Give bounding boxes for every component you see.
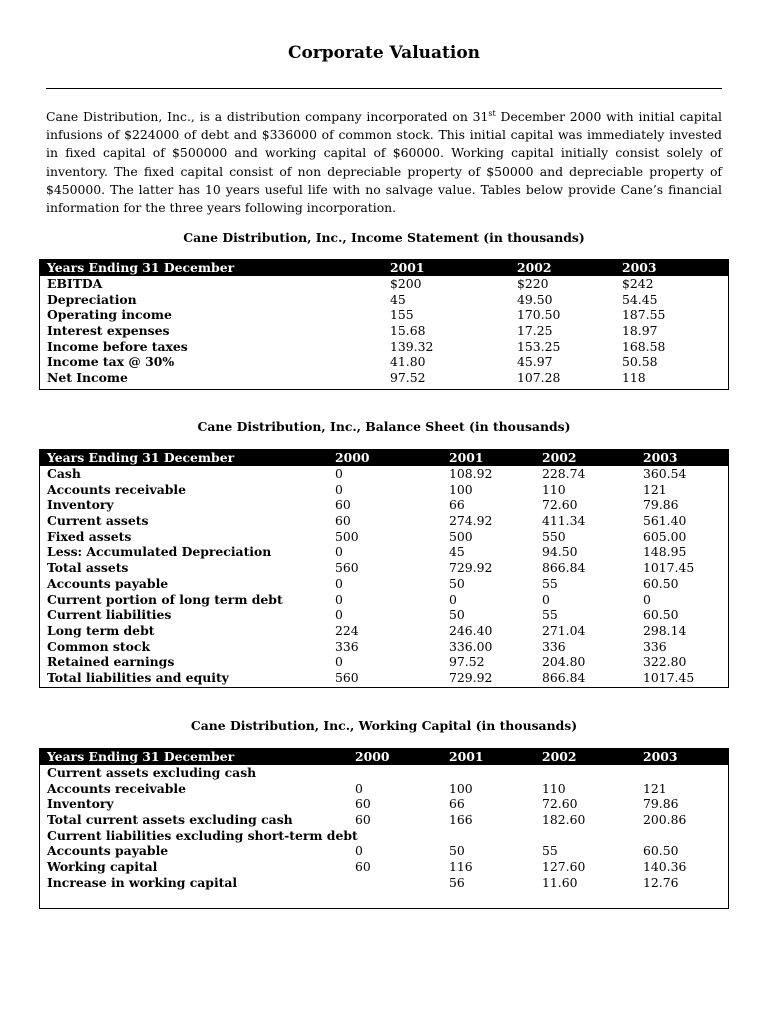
row-label: Years Ending 31 December bbox=[47, 749, 235, 764]
table-row bbox=[40, 654, 728, 670]
cell-value: 182.60 bbox=[542, 812, 586, 828]
table-row bbox=[40, 497, 728, 513]
cell-value: 550 bbox=[542, 528, 566, 544]
cell-value: 49.50 bbox=[517, 291, 553, 307]
cell-value: $242 bbox=[622, 276, 654, 291]
cell-value: 140.36 bbox=[643, 859, 687, 875]
cell-value: 360.54 bbox=[643, 466, 687, 481]
cell-value: 200.86 bbox=[643, 812, 687, 828]
table-row bbox=[40, 292, 728, 308]
cell-value: $200 bbox=[390, 276, 422, 291]
row-label: Less: Accumulated Depreciation bbox=[47, 544, 272, 560]
cell-value: 336.00 bbox=[449, 638, 493, 654]
cell-value: 121 bbox=[643, 481, 667, 497]
cell-value: 2001 bbox=[390, 260, 425, 275]
table-row bbox=[40, 323, 728, 339]
cell-value: 45 bbox=[449, 544, 465, 560]
row-label: Accounts payable bbox=[47, 575, 169, 591]
table-row bbox=[40, 276, 728, 292]
cell-value: 50 bbox=[449, 575, 465, 591]
cell-value: 60.50 bbox=[643, 575, 679, 591]
cell-value: 2001 bbox=[449, 450, 484, 465]
cell-value: 79.86 bbox=[643, 796, 679, 812]
cell-value: 94.50 bbox=[542, 544, 578, 560]
table-row bbox=[40, 828, 728, 844]
row-label: Interest expenses bbox=[47, 323, 170, 339]
cell-value: 224 bbox=[335, 622, 359, 638]
cell-value: 2000 bbox=[355, 749, 390, 764]
row-label: Income before taxes bbox=[47, 338, 188, 354]
cell-value: 322.80 bbox=[643, 654, 687, 670]
row-label: Current assets excluding cash bbox=[47, 765, 257, 780]
cell-value: 2000 bbox=[335, 450, 370, 465]
row-label: Income tax @ 30% bbox=[47, 354, 175, 370]
table-row bbox=[40, 781, 728, 797]
cell-value: 560 bbox=[335, 669, 359, 685]
cell-value: 110 bbox=[542, 481, 566, 497]
cell-value: 866.84 bbox=[542, 669, 586, 685]
cell-value: 60 bbox=[335, 513, 351, 529]
cell-value: 100 bbox=[449, 780, 473, 796]
cell-value: 2003 bbox=[643, 749, 678, 764]
cell-value: 336 bbox=[335, 638, 359, 654]
cell-value: 0 bbox=[542, 591, 550, 607]
row-label: Inventory bbox=[47, 497, 114, 513]
cell-value: 228.74 bbox=[542, 466, 586, 481]
title-divider bbox=[46, 88, 722, 89]
page-title: Corporate Valuation bbox=[287, 43, 481, 63]
table-header bbox=[40, 260, 728, 276]
cell-value: 15.68 bbox=[390, 323, 426, 339]
cell-value: 204.80 bbox=[542, 654, 586, 670]
table-row bbox=[40, 623, 728, 639]
cell-value: 729.92 bbox=[449, 560, 493, 576]
row-label: Accounts payable bbox=[47, 843, 169, 859]
cell-value: 168.58 bbox=[622, 338, 666, 354]
cell-value: 0 bbox=[355, 843, 363, 859]
cell-value: 55 bbox=[542, 607, 558, 623]
cell-value: 1017.45 bbox=[643, 560, 695, 576]
table-row bbox=[40, 354, 728, 370]
cell-value: 2002 bbox=[542, 749, 577, 764]
cell-value: 18.97 bbox=[622, 323, 658, 339]
working-capital-caption: Cane Distribution, Inc., Working Capital (in thousands) bbox=[190, 718, 578, 733]
cell-value: 298.14 bbox=[643, 622, 687, 638]
table-row bbox=[40, 466, 728, 482]
cell-value: 0 bbox=[335, 544, 343, 560]
cell-value: 155 bbox=[390, 307, 414, 323]
row-label: Increase in working capital bbox=[47, 874, 238, 890]
cell-value: 54.45 bbox=[622, 291, 658, 307]
cell-value: 271.04 bbox=[542, 622, 586, 638]
table-row bbox=[40, 843, 728, 859]
table-row bbox=[40, 482, 728, 498]
cell-value: 60 bbox=[355, 859, 371, 875]
table-row bbox=[40, 529, 728, 545]
row-label: Total liabilities and equity bbox=[47, 669, 229, 685]
cell-value: 2002 bbox=[542, 450, 577, 465]
cell-value: 0 bbox=[335, 481, 343, 497]
cell-value: 560 bbox=[335, 560, 359, 576]
row-label: Operating income bbox=[47, 307, 172, 323]
row-label: Cash bbox=[47, 466, 81, 481]
cell-value: 110 bbox=[542, 780, 566, 796]
row-label: Total assets bbox=[47, 560, 129, 576]
cell-value: 116 bbox=[449, 859, 473, 875]
cell-value: 0 bbox=[335, 466, 343, 481]
row-label: Common stock bbox=[47, 638, 151, 654]
cell-value: 2003 bbox=[643, 450, 678, 465]
row-label: Current portion of long term debt bbox=[47, 591, 283, 607]
row-label: Years Ending 31 December bbox=[47, 260, 235, 275]
cell-value: 60.50 bbox=[643, 843, 679, 859]
cell-value: 561.40 bbox=[643, 513, 687, 529]
balance-sheet-table bbox=[39, 449, 729, 688]
cell-value: 60 bbox=[355, 796, 371, 812]
row-label: Inventory bbox=[47, 796, 114, 812]
cell-value: 0 bbox=[335, 607, 343, 623]
cell-value: 60 bbox=[335, 497, 351, 513]
table-row bbox=[40, 560, 728, 576]
table-row bbox=[40, 307, 728, 323]
row-label: Years Ending 31 December bbox=[47, 450, 235, 465]
cell-value: 166 bbox=[449, 812, 473, 828]
table-row bbox=[40, 339, 728, 355]
cell-value: 0 bbox=[643, 591, 651, 607]
cell-value: 11.60 bbox=[542, 874, 578, 890]
income-statement-caption: Cane Distribution, Inc., Income Statement (in thousands) bbox=[183, 230, 585, 245]
cell-value: 50.58 bbox=[622, 354, 658, 370]
intro-paragraph: Cane Distribution, Inc., is a distribution company incorporated on 31st December 2000 with initial capital infusions of $224000 of debt and $336000 of common stock. This initial capital was immediately invested in fixed capital of $500000 and working capital of $60000. Working capital initially consist solely of inventory. The fixed capital consist of non depreciable property of $50000 and depreciable property of $450000. The latter has 10 years useful life with no salvage value. Tables below provide Cane’s financial information for the three years following incorporation. bbox=[46, 108, 722, 216]
table-header bbox=[40, 749, 728, 765]
cell-value: 153.25 bbox=[517, 338, 561, 354]
table-row bbox=[40, 370, 728, 386]
cell-value: 55 bbox=[542, 575, 558, 591]
row-label: Depreciation bbox=[47, 291, 137, 307]
cell-value: 60 bbox=[355, 812, 371, 828]
cell-value: 107.28 bbox=[517, 370, 561, 386]
cell-value: 336 bbox=[643, 638, 667, 654]
cell-value: 56 bbox=[449, 874, 465, 890]
table-row bbox=[40, 639, 728, 655]
cell-value: 866.84 bbox=[542, 560, 586, 576]
cell-value: 118 bbox=[622, 370, 646, 386]
cell-value: 2001 bbox=[449, 749, 484, 764]
cell-value: 2002 bbox=[517, 260, 552, 275]
cell-value: 50 bbox=[449, 843, 465, 859]
cell-value: 60.50 bbox=[643, 607, 679, 623]
income-statement-table bbox=[39, 259, 729, 390]
cell-value: 0 bbox=[335, 591, 343, 607]
cell-value: 0 bbox=[335, 575, 343, 591]
cell-value: 121 bbox=[643, 780, 667, 796]
row-label: Retained earnings bbox=[47, 654, 175, 670]
table-row bbox=[40, 592, 728, 608]
row-label: Net Income bbox=[47, 370, 128, 386]
cell-value: 79.86 bbox=[643, 497, 679, 513]
cell-value: 108.92 bbox=[449, 466, 493, 481]
row-label: Working capital bbox=[47, 859, 158, 875]
cell-value: 72.60 bbox=[542, 796, 578, 812]
cell-value: 0 bbox=[335, 654, 343, 670]
table-row bbox=[40, 607, 728, 623]
row-label: EBITDA bbox=[47, 276, 103, 291]
table-row bbox=[40, 796, 728, 812]
row-label: Accounts receivable bbox=[47, 780, 187, 796]
table-row bbox=[40, 765, 728, 781]
row-label: Accounts receivable bbox=[47, 481, 187, 497]
cell-value: 139.32 bbox=[390, 338, 434, 354]
cell-value: 336 bbox=[542, 638, 566, 654]
cell-value: 274.92 bbox=[449, 513, 493, 529]
cell-value: 500 bbox=[335, 528, 359, 544]
cell-value: 50 bbox=[449, 607, 465, 623]
table-row bbox=[40, 576, 728, 592]
row-label: Total current assets excluding cash bbox=[47, 812, 293, 828]
row-label: Long term debt bbox=[47, 622, 155, 638]
cell-value: 500 bbox=[449, 528, 473, 544]
cell-value: 246.40 bbox=[449, 622, 493, 638]
row-label: Current assets bbox=[47, 513, 149, 529]
cell-value: 66 bbox=[449, 796, 465, 812]
cell-value: 1017.45 bbox=[643, 669, 695, 685]
cell-value: 127.60 bbox=[542, 859, 586, 875]
cell-value: 72.60 bbox=[542, 497, 578, 513]
cell-value: 170.50 bbox=[517, 307, 561, 323]
table-row bbox=[40, 812, 728, 828]
table-row bbox=[40, 859, 728, 875]
cell-value: 55 bbox=[542, 843, 558, 859]
cell-value: 0 bbox=[449, 591, 457, 607]
cell-value: 148.95 bbox=[643, 544, 687, 560]
cell-value: 12.76 bbox=[643, 874, 679, 890]
cell-value: 66 bbox=[449, 497, 465, 513]
cell-value: 97.52 bbox=[449, 654, 485, 670]
table-row bbox=[40, 875, 728, 891]
working-capital-table bbox=[39, 748, 729, 909]
row-label: Fixed assets bbox=[47, 528, 132, 544]
cell-value: 729.92 bbox=[449, 669, 493, 685]
balance-sheet-caption: Cane Distribution, Inc., Balance Sheet (in thousands) bbox=[197, 419, 571, 434]
cell-value: 45 bbox=[390, 291, 406, 307]
cell-value: 187.55 bbox=[622, 307, 666, 323]
cell-value: 17.25 bbox=[517, 323, 553, 339]
cell-value: 41.80 bbox=[390, 354, 426, 370]
table-row bbox=[40, 670, 728, 686]
row-label: Current liabilities bbox=[47, 607, 172, 623]
table-header bbox=[40, 450, 728, 466]
cell-value: 411.34 bbox=[542, 513, 586, 529]
cell-value: 97.52 bbox=[390, 370, 426, 386]
cell-value: 45.97 bbox=[517, 354, 553, 370]
table-row bbox=[40, 544, 728, 560]
row-label: Current liabilities excluding short-term debt bbox=[47, 827, 358, 843]
cell-value: 605.00 bbox=[643, 528, 687, 544]
cell-value: $220 bbox=[517, 276, 549, 291]
cell-value: 2003 bbox=[622, 260, 657, 275]
table-row bbox=[40, 513, 728, 529]
cell-value: 100 bbox=[449, 481, 473, 497]
cell-value: 0 bbox=[355, 780, 363, 796]
